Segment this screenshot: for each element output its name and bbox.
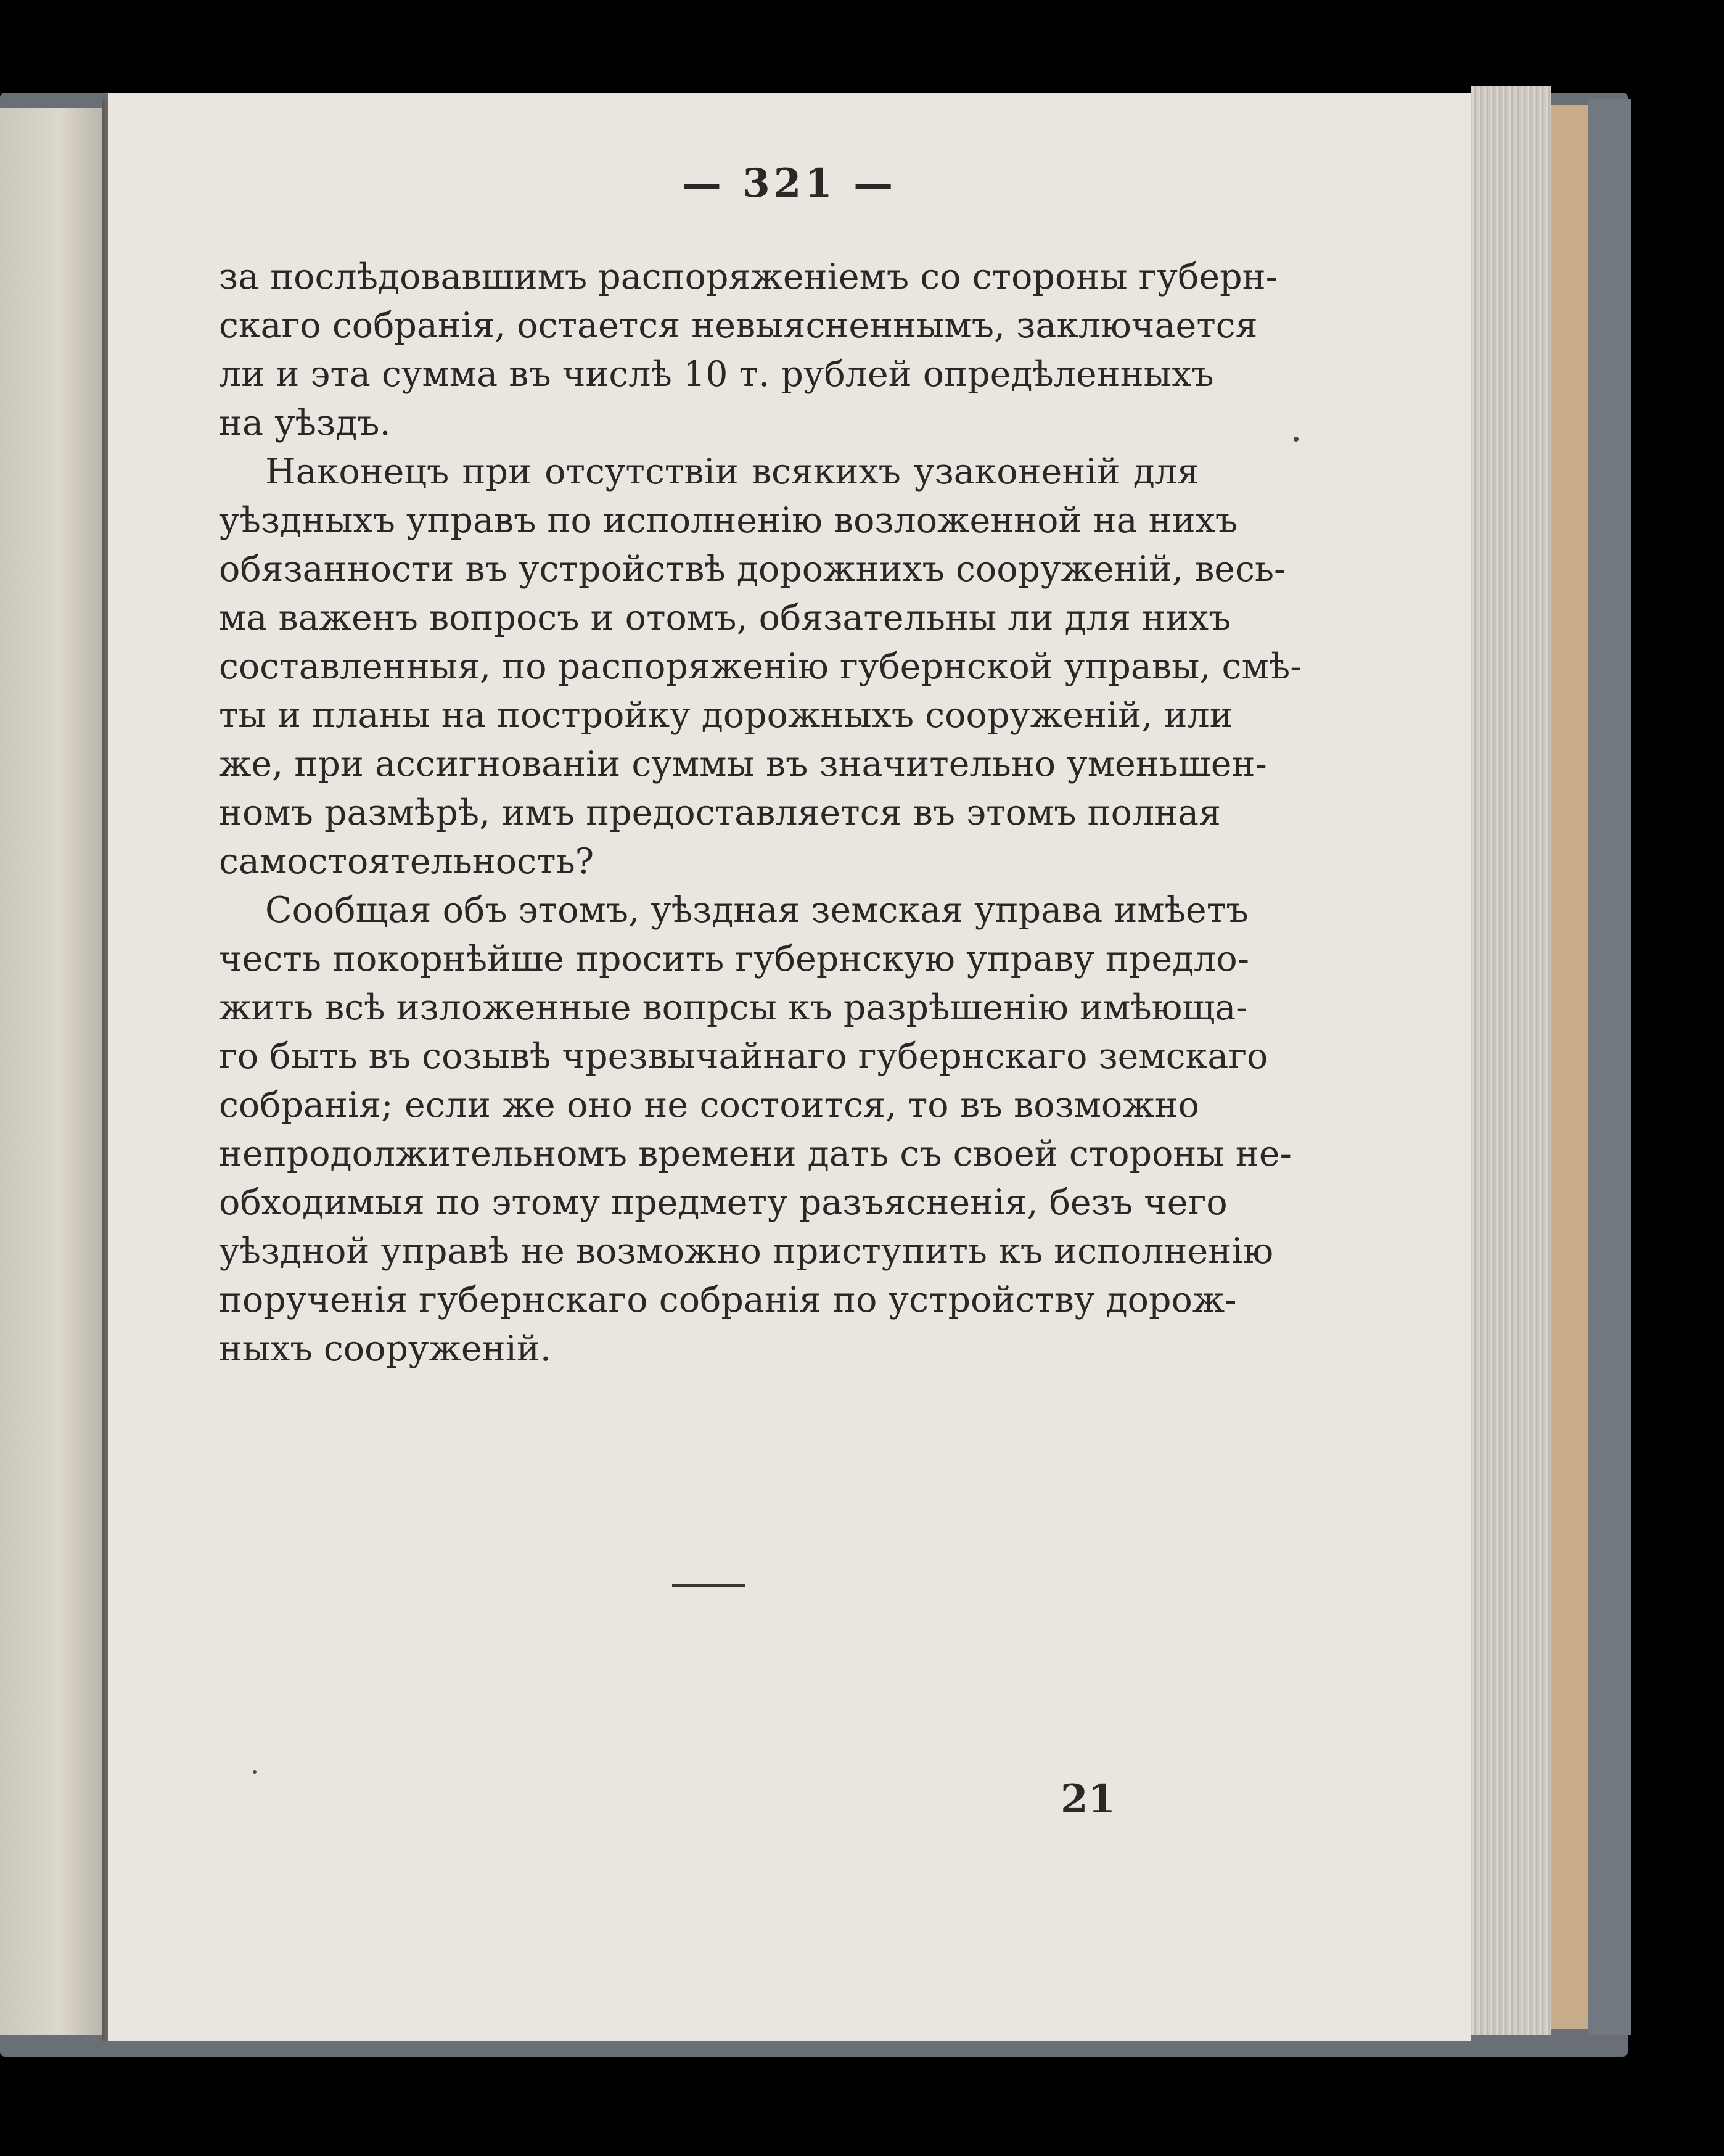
paper-speck [253, 1770, 257, 1774]
text-line: обязанности въ устройствѣ дорожнихъ сооруженій, весь- [219, 549, 1286, 590]
text-line: скаго собранія, остается невыясненнымъ, заключается [219, 305, 1258, 346]
text-line: уѣздныхъ управъ по исполненію возложенной на нихъ [219, 500, 1238, 541]
text-line: за послѣдовавшимъ распоряженіемъ со стороны губерн- [219, 257, 1278, 297]
text-line: ныхъ сооруженій. [219, 1328, 551, 1369]
page-number-header: — 321 — [681, 160, 897, 207]
text-line: на уѣздъ. [219, 403, 391, 443]
cover-outer-edge [1588, 99, 1631, 2035]
text-line: го быть въ созывѣ чрезвычайнаго губернскаго земскаго [219, 1036, 1268, 1077]
text-line: номъ размѣрѣ, имъ предоставляется въ этомъ полная [219, 792, 1221, 833]
page-stack-edge [1471, 86, 1551, 2035]
text-line: составленныя, по распоряженію губернской управы, смѣ- [219, 646, 1302, 687]
left-page-edge [0, 108, 108, 2035]
text-line: самостоятельность? [219, 841, 594, 882]
paper-speck [1294, 437, 1299, 442]
text-line: порученія губернскаго собранія по устройству дорож- [219, 1280, 1237, 1320]
text-line: Сообщая объ этомъ, уѣздная земская управа имѣетъ [265, 890, 1249, 931]
signature-mark: 21 [1061, 1776, 1116, 1822]
text-line: Наконецъ при отсутствіи всякихъ узаконеній для [265, 451, 1199, 492]
text-line: обходимыя по этому предмету разъясненія, безъ чего [219, 1182, 1228, 1223]
cover-board-edge [1551, 105, 1588, 2029]
text-line: же, при ассигнованіи суммы въ значительно уменьшен- [219, 744, 1267, 784]
body-text [219, 253, 1302, 1373]
text-line: уѣздной управѣ не возможно приступить къ исполненію [219, 1231, 1274, 1272]
text-line: жить всѣ изложенные вопрсы къ разрѣшенію имѣюща- [219, 987, 1248, 1028]
text-line: ли и эта сумма въ числѣ 10 т. рублей опредѣленныхъ [219, 354, 1214, 395]
section-rule [672, 1584, 745, 1587]
text-line: собранія; если же оно не состоится, то въ возможно [219, 1085, 1199, 1125]
text-line: непродолжительномъ времени дать съ своей стороны не- [219, 1134, 1292, 1174]
text-line: честь покорнѣйше просить губернскую управу предло- [219, 939, 1249, 979]
text-line: ма важенъ вопросъ и отомъ, обязательны ли для нихъ [219, 598, 1231, 638]
text-line: ты и планы на постройку дорожныхъ сооруженій, или [219, 695, 1233, 736]
